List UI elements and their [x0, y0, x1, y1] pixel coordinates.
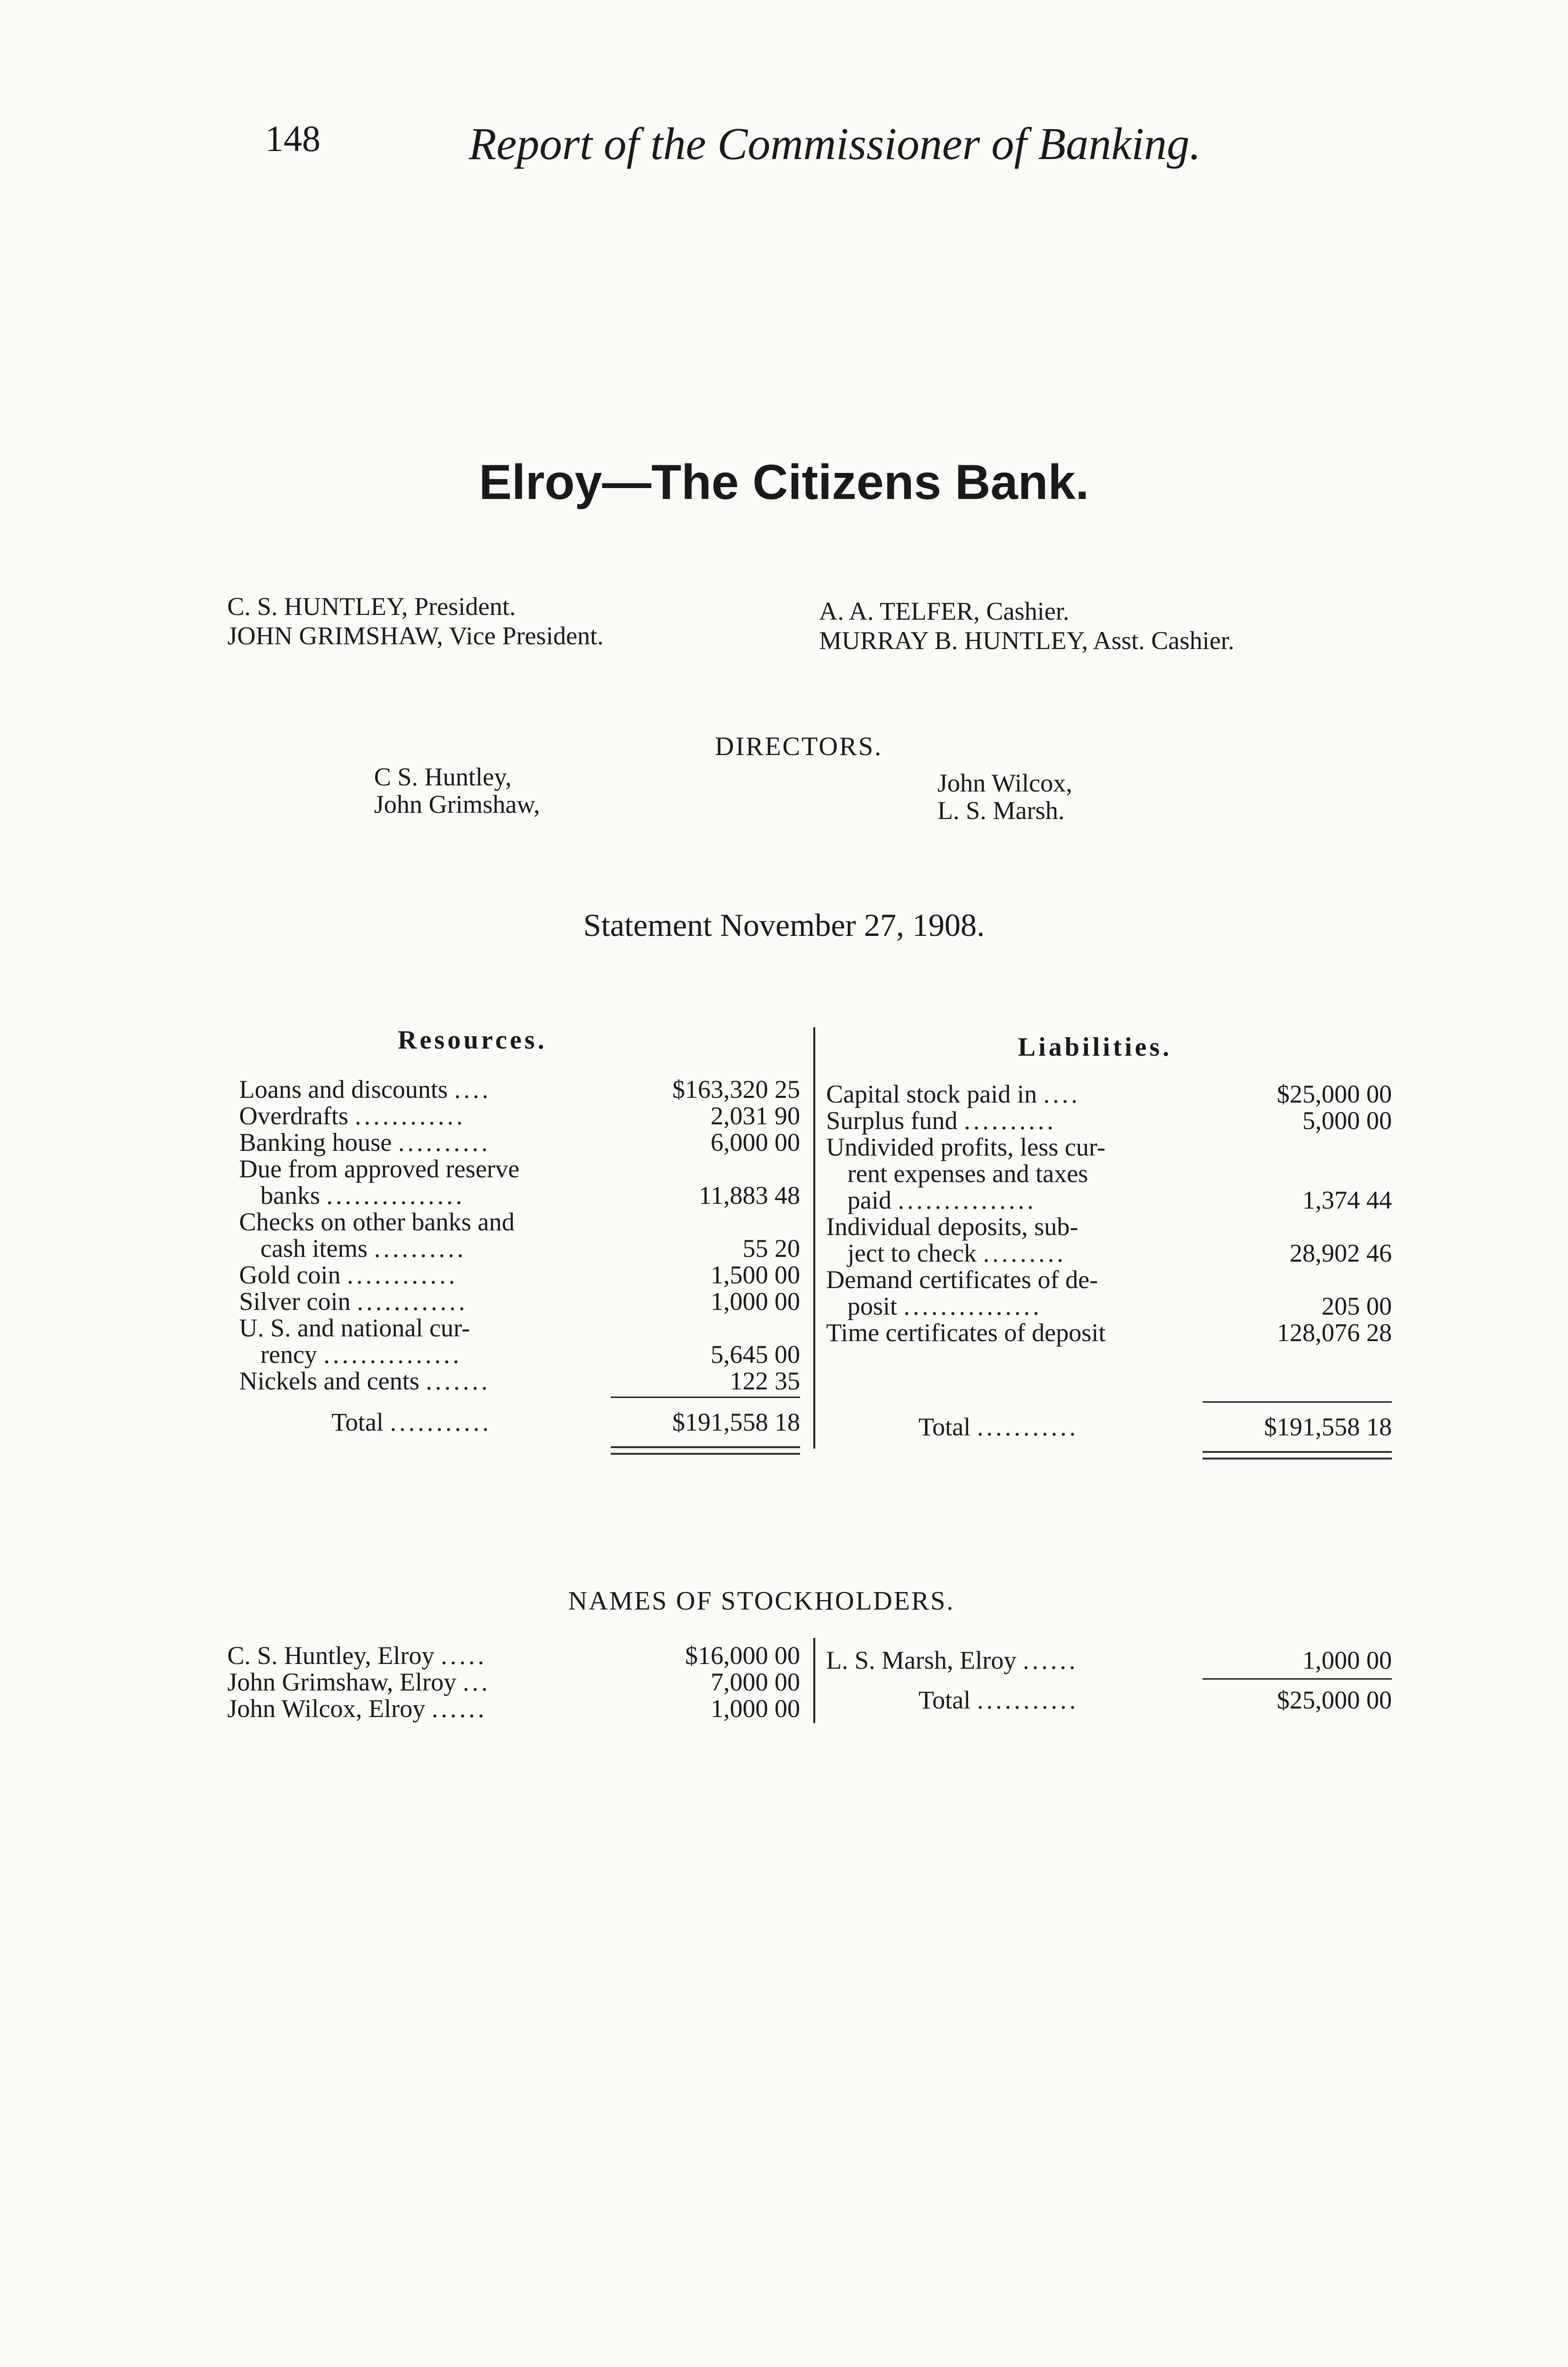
resources-row-value: 55 20 [742, 1234, 800, 1263]
leader-dots: ............ [347, 1261, 458, 1289]
directors-left [374, 763, 540, 818]
liabilities-row-label: ject to check [847, 1239, 977, 1267]
stockholder-label: John Grimshaw, Elroy [227, 1668, 456, 1696]
leader-dots: .... [1043, 1080, 1080, 1108]
resources-total-row [331, 1408, 491, 1436]
resources-row-value: 1,500 00 [711, 1261, 800, 1289]
stockholder-value: $16,000 00 [685, 1641, 800, 1670]
officer-asst-cashier: MURRAY B. HUNTLEY, Asst. Cashier. [819, 626, 1235, 655]
liabilities-row-value: 128,076 28 [1277, 1318, 1392, 1347]
liabilities-row-label-cell [847, 1239, 1066, 1267]
stockholder-value: 1,000 00 [1302, 1646, 1392, 1674]
leader-dots: .... [454, 1075, 491, 1103]
leader-dots: .......... [398, 1128, 490, 1157]
resources-row-label-cell [239, 1314, 470, 1342]
liabilities-row-label-cell [826, 1107, 1056, 1134]
leader-dots: .......... [964, 1106, 1057, 1135]
leader-dots: ....... [426, 1367, 490, 1395]
liabilities-row-label-cell [826, 1266, 1098, 1293]
officers-right [819, 596, 1234, 655]
resources-row-label-cell [239, 1102, 465, 1130]
liabilities-heading: Liabilities. [1018, 1032, 1172, 1062]
leader-dots: ............... [903, 1292, 1042, 1320]
resources-row-value: 5,645 00 [711, 1340, 800, 1369]
resources-row-label-cell [260, 1341, 462, 1368]
leader-dots: .......... [374, 1234, 466, 1263]
leader-dots: ........... [390, 1408, 492, 1436]
leader-dots: ...... [1023, 1646, 1078, 1674]
resources-row-label-cell [239, 1367, 490, 1395]
resources-row-label-cell [260, 1235, 466, 1262]
officers-left [227, 592, 604, 650]
liabilities-row-label: Time certificates of deposit [826, 1318, 1106, 1347]
resources-sum-rule [611, 1397, 800, 1398]
stockholders-total-value: $25,000 00 [1277, 1686, 1392, 1714]
leader-dots: ............ [355, 1102, 466, 1130]
liabilities-double-rule [1203, 1451, 1392, 1459]
resources-row-label: Checks on other banks and [239, 1208, 515, 1236]
resources-row-label: Loans and discounts [239, 1075, 448, 1103]
liabilities-row-label: Undivided profits, less cur- [826, 1133, 1105, 1161]
stockholder-label: C. S. Huntley, Elroy [227, 1641, 435, 1670]
liabilities-row-label-cell [847, 1292, 1042, 1320]
director-name: L. S. Marsh. [937, 796, 1065, 825]
resources-total-label: Total [331, 1408, 384, 1436]
stockholder-label: L. S. Marsh, Elroy [826, 1646, 1016, 1674]
director-name: C S. Huntley, [374, 763, 512, 791]
leader-dots: ...... [431, 1694, 487, 1723]
resources-row-label-cell [239, 1288, 468, 1315]
resources-heading: Resources. [398, 1025, 547, 1055]
resources-double-rule [611, 1446, 800, 1455]
liabilities-row-label: Demand certificates of de- [826, 1265, 1098, 1294]
resources-row-label: Nickels and cents [239, 1367, 419, 1395]
resources-row-value: 1,000 00 [711, 1287, 800, 1316]
resources-row-label: Due from approved reserve [239, 1155, 520, 1183]
statement-title: Statement November 27, 1908. [583, 907, 985, 943]
resources-row-label-cell [239, 1076, 491, 1103]
resources-row-label: Banking house [239, 1128, 392, 1157]
liabilities-sum-rule [1203, 1401, 1392, 1403]
leader-dots: ............... [326, 1181, 465, 1210]
stockholder-label-cell [227, 1695, 487, 1722]
liabilities-row-label: posit [847, 1292, 898, 1320]
director-name: John Wilcox, [937, 769, 1072, 797]
page-number: 148 [265, 118, 321, 159]
liabilities-row-label-cell [826, 1133, 1105, 1161]
liabilities-row-label-cell [847, 1160, 1088, 1187]
leader-dots: ......... [983, 1239, 1066, 1267]
stockholders-divider [813, 1638, 815, 1723]
running-title: Report of the Commissioner of Banking. [469, 118, 1201, 169]
resources-row-label: Overdrafts [239, 1102, 348, 1130]
resources-row-label-cell [239, 1129, 490, 1156]
resources-row-value: 11,883 48 [699, 1181, 800, 1210]
liabilities-row-label: paid [847, 1186, 891, 1214]
liabilities-row-label: Individual deposits, sub- [826, 1212, 1078, 1241]
resources-row-label: U. S. and national cur- [239, 1314, 470, 1342]
liabilities-row-value: 1,374 44 [1302, 1186, 1392, 1214]
liabilities-row-label-cell [847, 1186, 1036, 1214]
stockholders-total-label: Total [918, 1686, 971, 1714]
stockholder-value: 1,000 00 [711, 1694, 800, 1723]
resources-row-label: Silver coin [239, 1287, 351, 1316]
stockholder-label: John Wilcox, Elroy [227, 1694, 426, 1723]
resources-total-value: $191,558 18 [672, 1408, 800, 1436]
liabilities-row-label-cell [826, 1080, 1080, 1108]
liabilities-total-label: Total [918, 1413, 971, 1441]
stockholder-label-cell [227, 1668, 490, 1696]
liabilities-total-value: $191,558 18 [1264, 1413, 1392, 1441]
liabilities-row-label: Surplus fund [826, 1106, 958, 1135]
liabilities-row-value: 5,000 00 [1302, 1106, 1392, 1135]
stockholders-sum-rule [1203, 1678, 1392, 1680]
liabilities-row-label: Capital stock paid in [826, 1080, 1037, 1108]
directors-heading: DIRECTORS. [715, 732, 883, 761]
liabilities-row-value: 28,902 46 [1290, 1239, 1392, 1267]
resources-row-label-cell [239, 1208, 515, 1236]
officer-cashier: A. A. TELFER, Cashier. [819, 597, 1069, 625]
leader-dots: ... [463, 1668, 490, 1696]
director-name: John Grimshaw, [374, 790, 540, 819]
stockholder-value: 7,000 00 [711, 1668, 800, 1696]
resources-row-label: cash items [260, 1234, 368, 1263]
stockholder-label-cell [826, 1646, 1078, 1674]
resources-row-value: 6,000 00 [711, 1128, 800, 1157]
stockholders-total-row [918, 1686, 1078, 1714]
stockholders-heading: NAMES OF STOCKHOLDERS. [568, 1586, 955, 1616]
liabilities-row-value: $25,000 00 [1277, 1080, 1392, 1108]
leader-dots: ............... [898, 1186, 1036, 1214]
leader-dots: ..... [440, 1641, 487, 1670]
liabilities-row-label: rent expenses and taxes [847, 1159, 1088, 1188]
leader-dots: ........... [977, 1686, 1079, 1714]
liabilities-row-label-cell [826, 1213, 1078, 1240]
resources-row-label-cell [239, 1261, 458, 1289]
resources-row-label-cell [260, 1182, 465, 1209]
directors-right [937, 769, 1072, 824]
resources-row-label: banks [260, 1181, 320, 1210]
resources-row-value: 122 35 [730, 1367, 800, 1395]
resources-row-value: $163,320 25 [672, 1075, 800, 1103]
officer-president: C. S. HUNTLEY, President. [227, 592, 516, 621]
liabilities-total-row [918, 1413, 1078, 1441]
leader-dots: ............ [356, 1287, 468, 1316]
liabilities-row-value: 205 00 [1321, 1292, 1392, 1320]
stockholder-label-cell [227, 1642, 487, 1669]
resources-row-label: Gold coin [239, 1261, 341, 1289]
resources-row-label-cell [239, 1155, 519, 1183]
officer-vice-president: JOHN GRIMSHAW, Vice President. [227, 622, 604, 650]
leader-dots: ........... [977, 1413, 1079, 1441]
leader-dots: ............... [323, 1340, 462, 1369]
resources-row-label: rency [260, 1340, 317, 1369]
resources-row-value: 2,031 90 [711, 1102, 800, 1130]
column-divider [813, 1027, 815, 1449]
liabilities-row-label-cell [826, 1319, 1105, 1346]
bank-title: Elroy—The Citizens Bank. [479, 455, 1089, 510]
